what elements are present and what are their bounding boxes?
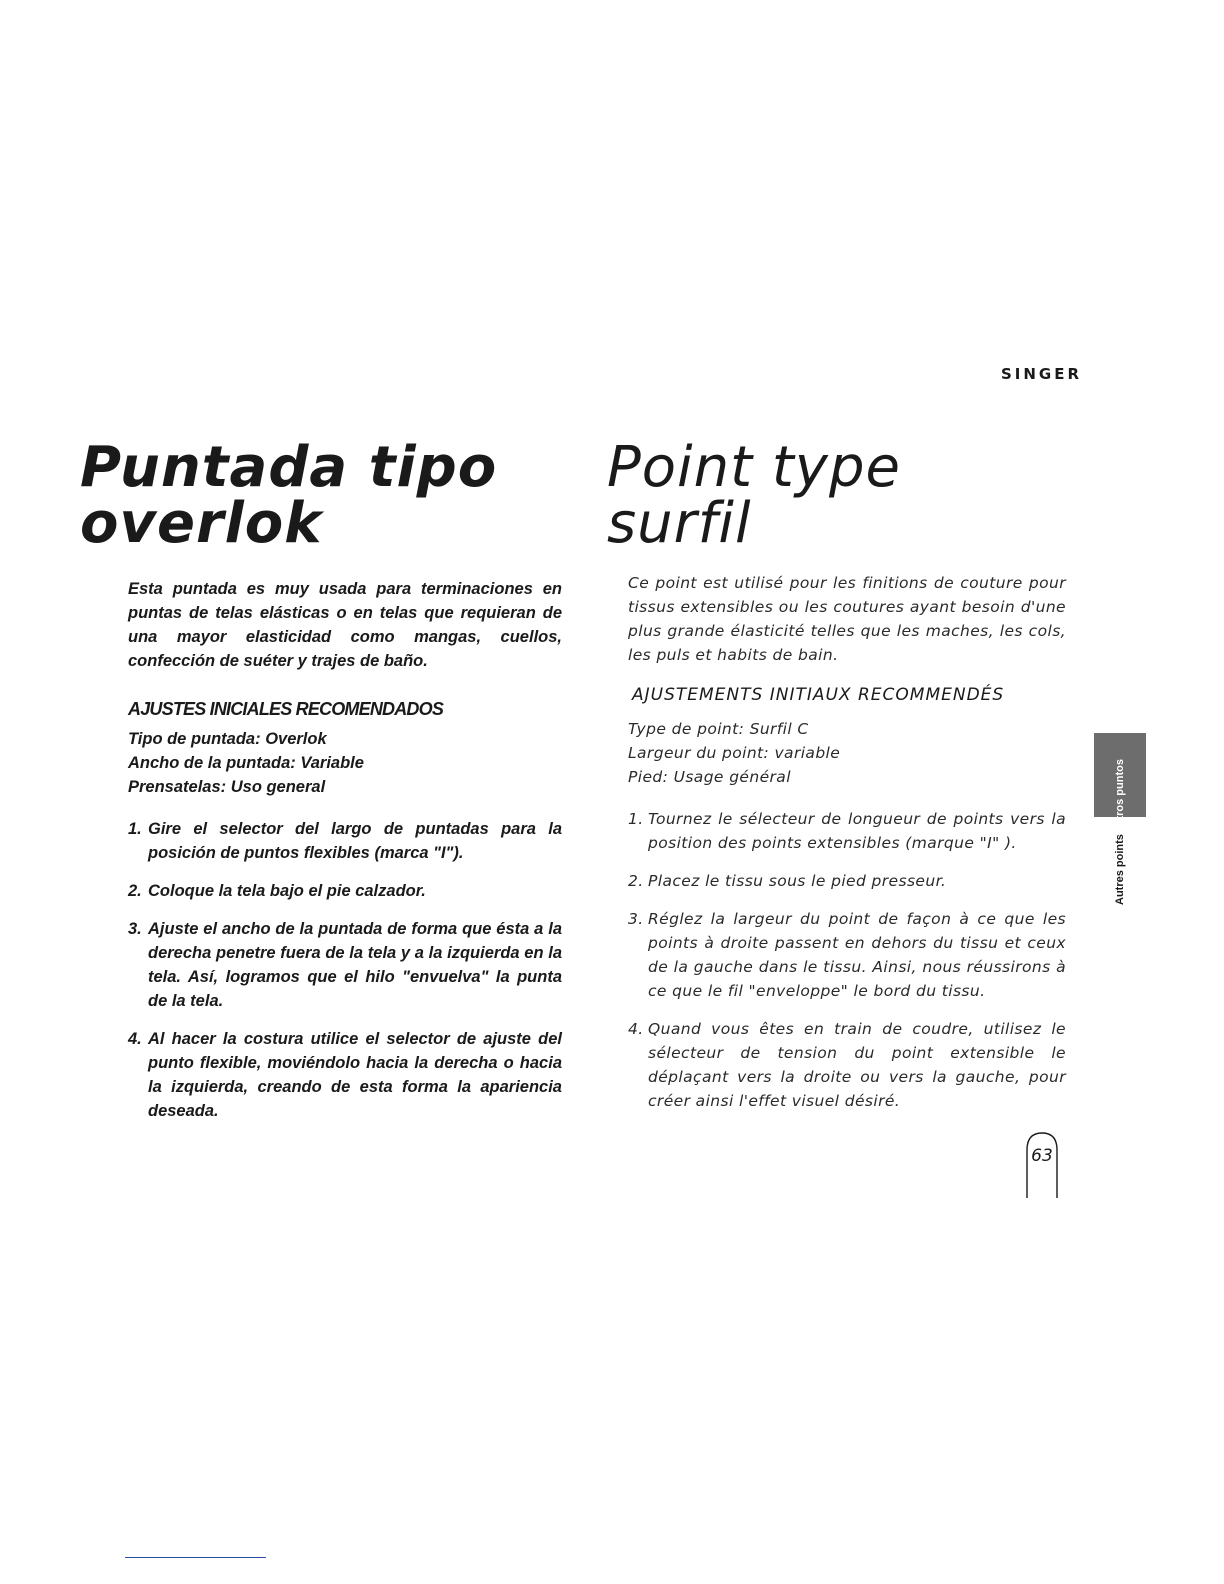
spanish-step	[128, 817, 562, 865]
french-title	[607, 435, 1067, 556]
spanish-title-line2: overlok	[80, 491, 323, 556]
step-number: 4.	[628, 1020, 644, 1038]
side-tab-label-spanish: Otros puntos	[1114, 759, 1126, 829]
step-number: 2.	[628, 872, 644, 890]
french-setting-stitch-type: Type de point: Surfil C	[628, 720, 809, 738]
bottom-divider	[125, 1557, 266, 1558]
step-text: Réglez la largeur du point de façon à ce que les points à droite passent en dehors du tissu et ceux de la gauche dans le tissu. Ainsi, nous réussirons à ce que le fil "enveloppe" le bord du tissu.	[648, 910, 1066, 1000]
spanish-title-line1: Puntada tipo	[80, 435, 498, 500]
spanish-setting-stitch-type: Tipo de puntada: Overlok	[128, 730, 327, 748]
french-steps	[628, 807, 1066, 1113]
step-number: 1.	[628, 810, 644, 828]
section-side-tab	[1080, 733, 1148, 905]
step-text: Al hacer la costura utilice el selector de ajuste del punto flexible, moviéndolo hacia la derecha o hacia la izquierda, creando de esta forma la apariencia deseada.	[148, 1030, 562, 1120]
spanish-settings	[128, 727, 562, 799]
step-text: Tournez le sélecteur de longueur de points vers la position des points extensibles (marque "I" ).	[648, 810, 1066, 852]
step-number: 1.	[128, 820, 142, 838]
spanish-title	[80, 435, 560, 556]
page-number: 63	[1031, 1146, 1053, 1166]
french-settings	[628, 717, 1066, 789]
step-text: Coloque la tela bajo el pie calzador.	[148, 882, 426, 900]
side-tab-label-french: Autres points	[1114, 834, 1126, 905]
step-number: 4.	[128, 1030, 142, 1048]
spanish-column	[128, 577, 562, 1137]
french-settings-heading: AJUSTEMENTS INITIAUX RECOMMENDÉS	[632, 685, 1005, 705]
french-intro: Ce point est utilisé pour les finitions de couture pour tissus extensibles ou les coutures ayant besoin d'une plus grande élasticité telles que les maches, les cols, les puls et habits de bain.	[628, 574, 1066, 664]
step-text: Quand vous êtes en train de coudre, utilisez le sélecteur de tension du point extensible le déplaçant vers la droite ou vers la gauche, pour créer ainsi l'effet visuel désiré.	[648, 1020, 1066, 1110]
spanish-step	[128, 1027, 562, 1123]
french-step	[628, 869, 1066, 893]
brand-header: SINGER	[1000, 365, 1082, 383]
french-step	[628, 1017, 1066, 1113]
step-number: 3.	[628, 910, 644, 928]
french-title-line1: Point type	[607, 435, 901, 500]
side-tab-label	[1098, 725, 1142, 905]
spanish-settings-heading: AJUSTES INICIALES RECOMENDADOS	[128, 699, 444, 719]
spanish-setting-stitch-width: Ancho de la puntada: Variable	[128, 754, 364, 772]
spanish-setting-presser-foot: Prensatelas: Uso general	[128, 778, 326, 796]
spanish-step	[128, 917, 562, 1013]
french-title-line2: surfil	[607, 491, 752, 556]
step-text: Placez le tissu sous le pied presseur.	[648, 872, 947, 890]
step-number: 2.	[128, 882, 142, 900]
page-number-badge	[1026, 1132, 1058, 1198]
french-step	[628, 907, 1066, 1003]
step-text: Gire el selector del largo de puntadas para la posición de puntos flexibles (marca "I").	[148, 820, 562, 862]
french-column	[628, 571, 1066, 1127]
spanish-step	[128, 879, 562, 903]
french-setting-stitch-width: Largeur du point: variable	[628, 744, 841, 762]
step-text: Ajuste el ancho de la puntada de forma que ésta a la derecha penetre fuera de la tela y a la izquierda en la tela. Así, logramos que el hilo "envuelva" la punta de la tela.	[148, 920, 562, 1010]
step-number: 3.	[128, 920, 142, 938]
spanish-intro: Esta puntada es muy usada para terminaciones en puntas de telas elásticas o en telas que requieran de una mayor elasticidad como mangas, cuellos, confección de suéter y trajes de baño.	[128, 580, 562, 670]
french-step	[628, 807, 1066, 855]
spanish-steps	[128, 817, 562, 1123]
french-setting-presser-foot: Pied: Usage général	[628, 768, 791, 786]
